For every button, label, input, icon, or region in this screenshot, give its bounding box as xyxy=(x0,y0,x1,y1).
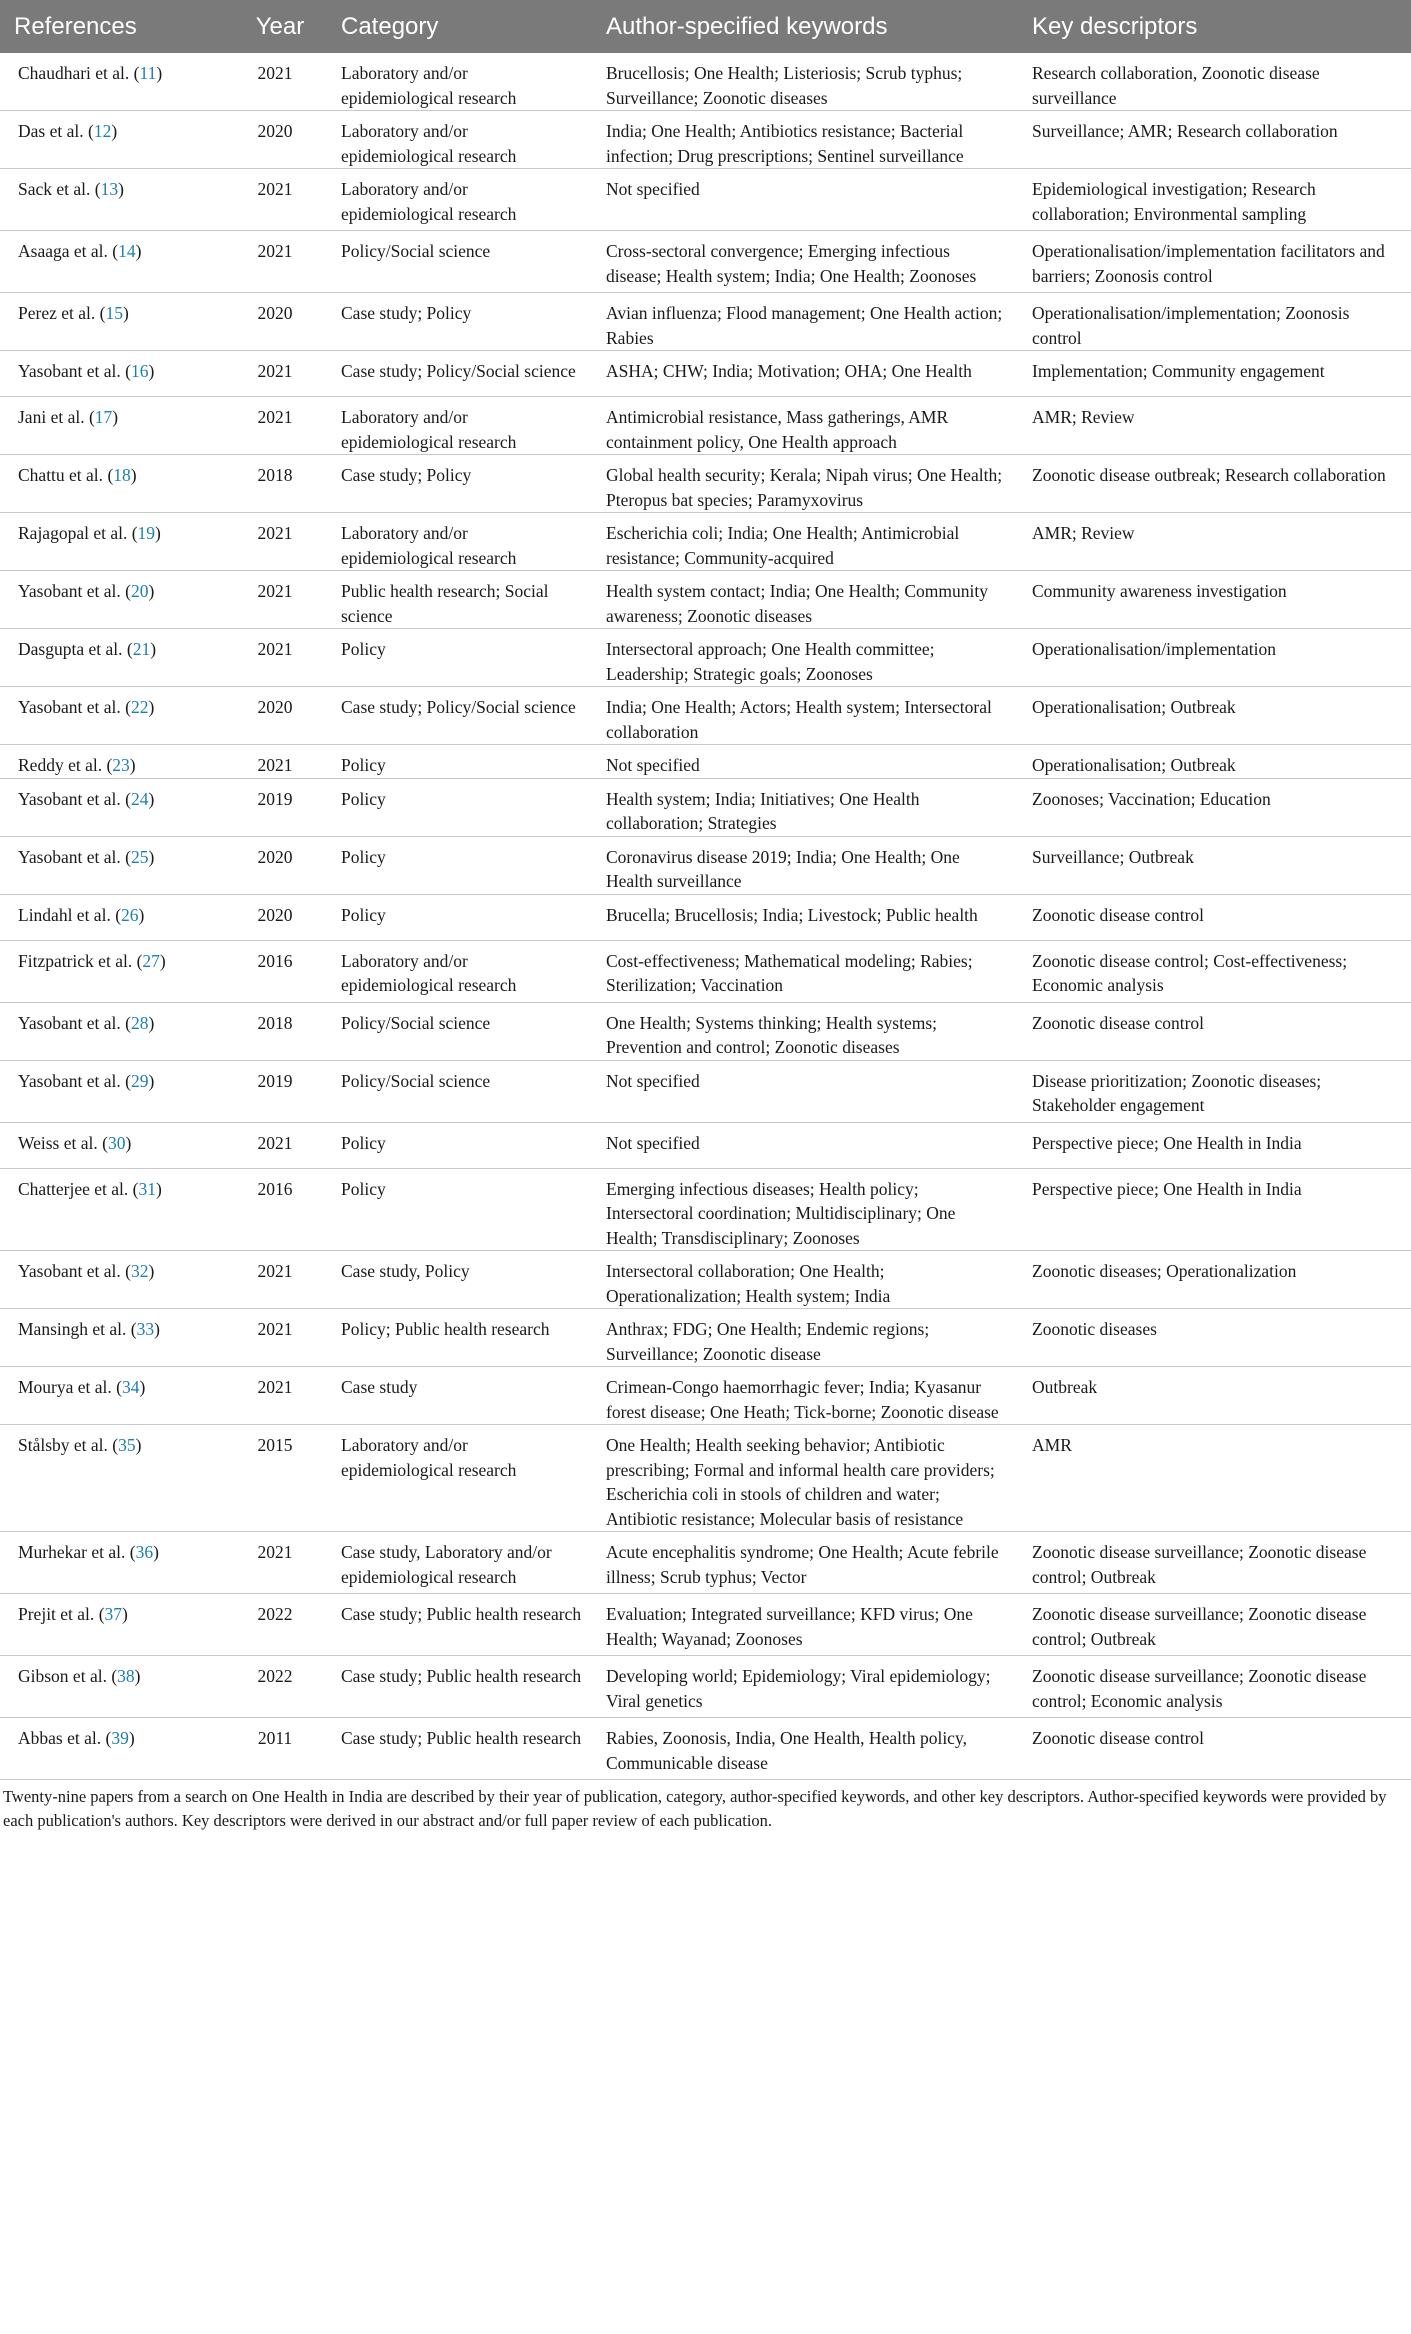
citation-link[interactable]: 32 xyxy=(130,1261,149,1281)
year-cell: 2021 xyxy=(233,397,327,455)
keywords-cell: Not specified xyxy=(592,169,1018,231)
table-row xyxy=(0,351,1411,397)
table-row xyxy=(0,231,1411,293)
keywords-cell: India; One Health; Antibiotics resistance; Bacterial infection; Drug prescriptions; Sentinel surveillance xyxy=(592,111,1018,169)
reference-author: Chaudhari et al. xyxy=(18,63,130,83)
reference-cell: Yasobant et al. (24) xyxy=(0,778,233,836)
reference-author: Prejit et al. xyxy=(18,1604,95,1624)
reference-author: Gibson et al. xyxy=(18,1666,107,1686)
year-cell: 2021 xyxy=(233,169,327,231)
table-row xyxy=(0,1367,1411,1425)
citation-link[interactable]: 22 xyxy=(130,697,149,717)
year-cell: 2021 xyxy=(233,1532,327,1594)
citation-link[interactable]: 27 xyxy=(142,950,160,971)
citation-link[interactable]: 15 xyxy=(105,303,123,323)
reference-cell: Jani et al. (17) xyxy=(0,397,233,455)
reference-author: Rajagopal et al. xyxy=(18,523,128,543)
reference-cell: Sack et al. (13) xyxy=(0,169,233,231)
keywords-cell: Coronavirus disease 2019; India; One Health; One Health surveillance xyxy=(592,836,1018,894)
category-cell: Policy xyxy=(327,778,592,836)
reference-author: Stålsby et al. xyxy=(18,1435,108,1455)
category-cell: Case study; Public health research xyxy=(327,1718,592,1780)
keywords-cell: Not specified xyxy=(592,1060,1018,1122)
citation-link[interactable]: 34 xyxy=(122,1377,140,1397)
year-cell: 2021 xyxy=(233,1309,327,1367)
keywords-cell: One Health; Systems thinking; Health systems; Prevention and control; Zoonotic diseases xyxy=(592,1002,1018,1060)
table-row xyxy=(0,571,1411,629)
reference-cell: Chatterjee et al. (31) xyxy=(0,1168,233,1251)
table-row xyxy=(0,169,1411,231)
keywords-cell: Brucellosis; One Health; Listeriosis; Scrub typhus; Surveillance; Zoonotic diseases xyxy=(592,53,1018,111)
header-year: Year xyxy=(233,0,327,53)
table-row xyxy=(0,894,1411,940)
descriptors-cell: Outbreak xyxy=(1018,1367,1411,1425)
descriptors-cell: Zoonotic disease control; Cost-effectiveness; Economic analysis xyxy=(1018,940,1411,1002)
year-cell: 2018 xyxy=(233,455,327,513)
descriptors-cell: AMR; Review xyxy=(1018,513,1411,571)
reference-cell: Chaudhari et al. (11) xyxy=(0,53,233,111)
reference-author: Perez et al. xyxy=(18,303,96,323)
category-cell: Laboratory and/or epidemiological research xyxy=(327,53,592,111)
reference-author: Lindahl et al. xyxy=(18,904,111,925)
descriptors-cell: Zoonotic disease outbreak; Research collaboration xyxy=(1018,455,1411,513)
descriptors-cell: Perspective piece; One Health in India xyxy=(1018,1168,1411,1251)
keywords-cell: Antimicrobial resistance, Mass gatherings, AMR containment policy, One Health approach xyxy=(592,397,1018,455)
category-cell: Laboratory and/or epidemiological research xyxy=(327,1425,592,1532)
category-cell: Laboratory and/or epidemiological research xyxy=(327,940,592,1002)
descriptors-cell: Zoonotic diseases xyxy=(1018,1309,1411,1367)
category-cell: Laboratory and/or epidemiological research xyxy=(327,513,592,571)
citation-link[interactable]: 35 xyxy=(118,1435,136,1455)
reference-author: Abbas et al. xyxy=(18,1728,102,1748)
table-row xyxy=(0,293,1411,351)
citation-link[interactable]: 17 xyxy=(94,407,113,427)
category-cell: Laboratory and/or epidemiological research xyxy=(327,169,592,231)
keywords-cell: Cost-effectiveness; Mathematical modeling; Rabies; Sterilization; Vaccination xyxy=(592,940,1018,1002)
table-row xyxy=(0,1656,1411,1718)
keywords-cell: Global health security; Kerala; Nipah virus; One Health; Pteropus bat species; Paramyxovirus xyxy=(592,455,1018,513)
keywords-cell: Escherichia coli; India; One Health; Antimicrobial resistance; Community-acquired xyxy=(592,513,1018,571)
reference-cell: Stålsby et al. (35) xyxy=(0,1425,233,1532)
citation-link[interactable]: 20 xyxy=(130,581,149,601)
reference-author: Yasobant et al. xyxy=(18,1012,121,1033)
keywords-cell: Intersectoral approach; One Health committee; Leadership; Strategic goals; Zoonoses xyxy=(592,629,1018,687)
citation-link[interactable]: 36 xyxy=(135,1542,154,1562)
reference-cell: Rajagopal et al. (19) xyxy=(0,513,233,571)
descriptors-cell: Disease prioritization; Zoonotic diseases; Stakeholder engagement xyxy=(1018,1060,1411,1122)
descriptors-cell: Operationalisation; Outbreak xyxy=(1018,745,1411,779)
keywords-cell: Acute encephalitis syndrome; One Health; Acute febrile illness; Scrub typhus; Vector xyxy=(592,1532,1018,1594)
descriptors-cell: Operationalisation/implementation; Zoonosis control xyxy=(1018,293,1411,351)
keywords-cell: Brucella; Brucellosis; India; Livestock; Public health xyxy=(592,894,1018,940)
category-cell: Policy/Social science xyxy=(327,1002,592,1060)
category-cell: Policy xyxy=(327,629,592,687)
citation-link[interactable]: 13 xyxy=(100,179,119,199)
year-cell: 2022 xyxy=(233,1656,327,1718)
category-cell: Policy xyxy=(327,745,592,779)
year-cell: 2020 xyxy=(233,687,327,745)
citation-link[interactable]: 12 xyxy=(93,121,112,141)
reference-cell: Abbas et al. (39) xyxy=(0,1718,233,1780)
category-cell: Laboratory and/or epidemiological research xyxy=(327,111,592,169)
descriptors-cell: Zoonotic disease surveillance; Zoonotic disease control; Outbreak xyxy=(1018,1594,1411,1656)
table-row xyxy=(0,1532,1411,1594)
table-row xyxy=(0,836,1411,894)
reference-author: Yasobant et al. xyxy=(18,697,121,717)
table-row xyxy=(0,1425,1411,1532)
year-cell: 2021 xyxy=(233,1251,327,1309)
keywords-cell: ASHA; CHW; India; Motivation; OHA; One Health xyxy=(592,351,1018,397)
reference-author: Dasgupta et al. xyxy=(18,639,123,659)
table-row xyxy=(0,1122,1411,1168)
citation-link[interactable]: 19 xyxy=(137,523,156,543)
reference-author: Chattu et al. xyxy=(18,465,104,485)
descriptors-cell: AMR; Review xyxy=(1018,397,1411,455)
reference-author: Chatterjee et al. xyxy=(18,1178,129,1199)
reference-cell: Yasobant et al. (32) xyxy=(0,1251,233,1309)
citation-link[interactable]: 39 xyxy=(111,1728,129,1748)
descriptors-cell: Zoonotic disease surveillance; Zoonotic disease control; Economic analysis xyxy=(1018,1656,1411,1718)
reference-author: Mansingh et al. xyxy=(18,1319,127,1339)
year-cell: 2021 xyxy=(233,1367,327,1425)
descriptors-cell: Zoonotic disease control xyxy=(1018,894,1411,940)
table-row xyxy=(0,53,1411,111)
keywords-cell: One Health; Health seeking behavior; Antibiotic prescribing; Formal and informal health care providers; Escherichia coli in stools of children and water; Antibiotic resistance; Molecular basis of resistance xyxy=(592,1425,1018,1532)
reference-cell: Yasobant et al. (20) xyxy=(0,571,233,629)
year-cell: 2018 xyxy=(233,1002,327,1060)
reference-cell: Asaaga et al. (14) xyxy=(0,231,233,293)
citation-link[interactable]: 37 xyxy=(104,1604,123,1624)
reference-cell: Yasobant et al. (16) xyxy=(0,351,233,397)
keywords-cell: Evaluation; Integrated surveillance; KFD virus; One Health; Wayanad; Zoonoses xyxy=(592,1594,1018,1656)
category-cell: Case study; Policy xyxy=(327,455,592,513)
reference-author: Yasobant et al. xyxy=(18,1261,121,1281)
reference-author: Asaaga et al. xyxy=(18,241,108,261)
reference-cell: Gibson et al. (38) xyxy=(0,1656,233,1718)
year-cell: 2021 xyxy=(233,53,327,111)
table-row xyxy=(0,1002,1411,1060)
keywords-cell: Rabies, Zoonosis, India, One Health, Health policy, Communicable disease xyxy=(592,1718,1018,1780)
table-body xyxy=(0,53,1411,1780)
keywords-cell: Developing world; Epidemiology; Viral epidemiology; Viral genetics xyxy=(592,1656,1018,1718)
year-cell: 2016 xyxy=(233,940,327,1002)
citation-link[interactable]: 24 xyxy=(130,788,149,809)
reference-cell: Das et al. (12) xyxy=(0,111,233,169)
category-cell: Public health research; Social science xyxy=(327,571,592,629)
citation-link[interactable]: 26 xyxy=(121,904,139,925)
reference-cell: Weiss et al. (30) xyxy=(0,1122,233,1168)
table-row xyxy=(0,1309,1411,1367)
year-cell: 2021 xyxy=(233,351,327,397)
keywords-cell: Not specified xyxy=(592,1122,1018,1168)
keywords-cell: Crimean-Congo haemorrhagic fever; India; Kyasanur forest disease; One Heath; Tick-borne; Zoonotic disease xyxy=(592,1367,1018,1425)
year-cell: 2022 xyxy=(233,1594,327,1656)
year-cell: 2020 xyxy=(233,111,327,169)
category-cell: Case study, Policy xyxy=(327,1251,592,1309)
keywords-cell: Emerging infectious diseases; Health policy; Intersectoral coordination; Multidisciplinary; One Health; Transdisciplinary; Zoonoses xyxy=(592,1168,1018,1251)
category-cell: Policy/Social science xyxy=(327,1060,592,1122)
reference-author: Yasobant et al. xyxy=(18,361,121,381)
category-cell: Case study; Public health research xyxy=(327,1656,592,1718)
citation-link[interactable]: 25 xyxy=(130,846,149,867)
citation-link[interactable]: 33 xyxy=(136,1319,155,1339)
keywords-cell: Health system; India; Initiatives; One Health collaboration; Strategies xyxy=(592,778,1018,836)
table-header-row xyxy=(0,0,1411,53)
citation-link[interactable]: 11 xyxy=(139,63,157,83)
citation-link[interactable]: 21 xyxy=(132,639,151,659)
reference-cell: Fitzpatrick et al. (27) xyxy=(0,940,233,1002)
citation-link[interactable]: 30 xyxy=(107,1132,126,1153)
category-cell: Laboratory and/or epidemiological research xyxy=(327,397,592,455)
reference-author: Fitzpatrick et al. xyxy=(18,950,133,971)
reference-author: Yasobant et al. xyxy=(18,846,121,867)
table-footnote: Twenty-nine papers from a search on One Health in India are described by their year of publication, category, author-specified keywords, and other key descriptors. Author-specified keywords were provided by each publication's authors. Key descriptors were derived in our abstract and/or full paper review of each publication. xyxy=(3,1787,1387,1830)
category-cell: Policy/Social science xyxy=(327,231,592,293)
year-cell: 2020 xyxy=(233,293,327,351)
year-cell: 2021 xyxy=(233,745,327,779)
descriptors-cell: Epidemiological investigation; Research collaboration; Environmental sampling xyxy=(1018,169,1411,231)
reference-cell: Prejit et al. (37) xyxy=(0,1594,233,1656)
citation-link[interactable]: 14 xyxy=(118,241,136,261)
descriptors-cell: Zoonotic disease control xyxy=(1018,1718,1411,1780)
citation-link[interactable]: 38 xyxy=(117,1666,135,1686)
descriptors-cell: Operationalisation; Outbreak xyxy=(1018,687,1411,745)
descriptors-cell: Community awareness investigation xyxy=(1018,571,1411,629)
year-cell: 2020 xyxy=(233,894,327,940)
category-cell: Case study; Public health research xyxy=(327,1594,592,1656)
year-cell: 2021 xyxy=(233,1122,327,1168)
keywords-cell: India; One Health; Actors; Health system; Intersectoral collaboration xyxy=(592,687,1018,745)
table-row xyxy=(0,687,1411,745)
table-row xyxy=(0,513,1411,571)
category-cell: Policy xyxy=(327,1122,592,1168)
category-cell: Policy xyxy=(327,836,592,894)
reference-cell: Murhekar et al. (36) xyxy=(0,1532,233,1594)
reference-cell: Mansingh et al. (33) xyxy=(0,1309,233,1367)
table-row xyxy=(0,629,1411,687)
year-cell: 2011 xyxy=(233,1718,327,1780)
descriptors-cell: Zoonotic disease surveillance; Zoonotic disease control; Outbreak xyxy=(1018,1532,1411,1594)
reference-cell: Perez et al. (15) xyxy=(0,293,233,351)
category-cell: Case study xyxy=(327,1367,592,1425)
descriptors-cell: Operationalisation/implementation facilitators and barriers; Zoonosis control xyxy=(1018,231,1411,293)
reference-author: Jani et al. xyxy=(18,407,85,427)
citation-link[interactable]: 31 xyxy=(138,1178,156,1199)
table-row xyxy=(0,397,1411,455)
keywords-cell: Cross-sectoral convergence; Emerging infectious disease; Health system; India; One Health; Zoonoses xyxy=(592,231,1018,293)
reference-cell: Chattu et al. (18) xyxy=(0,455,233,513)
table-row xyxy=(0,778,1411,836)
descriptors-cell: Zoonotic disease control xyxy=(1018,1002,1411,1060)
descriptors-cell: Surveillance; AMR; Research collaboration xyxy=(1018,111,1411,169)
citation-link[interactable]: 28 xyxy=(130,1012,149,1033)
table-row xyxy=(0,1168,1411,1251)
reference-author: Sack et al. xyxy=(18,179,91,199)
descriptors-cell: Zoonoses; Vaccination; Education xyxy=(1018,778,1411,836)
year-cell: 2019 xyxy=(233,1060,327,1122)
category-cell: Case study; Policy/Social science xyxy=(327,687,592,745)
year-cell: 2020 xyxy=(233,836,327,894)
year-cell: 2016 xyxy=(233,1168,327,1251)
reference-author: Yasobant et al. xyxy=(18,581,121,601)
table-row xyxy=(0,455,1411,513)
header-references: References xyxy=(0,0,233,53)
header-category: Category xyxy=(327,0,592,53)
table-row xyxy=(0,940,1411,1002)
reference-author: Murhekar et al. xyxy=(18,1542,126,1562)
descriptors-cell: Operationalisation/implementation xyxy=(1018,629,1411,687)
keywords-cell: Not specified xyxy=(592,745,1018,779)
category-cell: Policy; Public health research xyxy=(327,1309,592,1367)
keywords-cell: Intersectoral collaboration; One Health; Operationalization; Health system; India xyxy=(592,1251,1018,1309)
descriptors-cell: Surveillance; Outbreak xyxy=(1018,836,1411,894)
year-cell: 2021 xyxy=(233,513,327,571)
table-row xyxy=(0,1594,1411,1656)
keywords-cell: Health system contact; India; One Health; Community awareness; Zoonotic diseases xyxy=(592,571,1018,629)
reference-cell: Mourya et al. (34) xyxy=(0,1367,233,1425)
reference-cell: Yasobant et al. (22) xyxy=(0,687,233,745)
year-cell: 2021 xyxy=(233,571,327,629)
reference-author: Mourya et al. xyxy=(18,1377,112,1397)
table-row xyxy=(0,1251,1411,1309)
year-cell: 2021 xyxy=(233,231,327,293)
header-keywords: Author-specified keywords xyxy=(592,0,1018,53)
year-cell: 2015 xyxy=(233,1425,327,1532)
citation-link[interactable]: 18 xyxy=(113,465,131,485)
reference-author: Reddy et al. xyxy=(18,755,103,775)
table-row xyxy=(0,745,1411,779)
reference-cell: Yasobant et al. (25) xyxy=(0,836,233,894)
category-cell: Policy xyxy=(327,894,592,940)
year-cell: 2019 xyxy=(233,778,327,836)
descriptors-cell: Implementation; Community engagement xyxy=(1018,351,1411,397)
reference-author: Weiss et al. xyxy=(18,1132,98,1153)
table-row xyxy=(0,1060,1411,1122)
table-row xyxy=(0,1718,1411,1780)
reference-author: Yasobant et al. xyxy=(18,788,121,809)
descriptors-cell: Zoonotic diseases; Operationalization xyxy=(1018,1251,1411,1309)
citation-link[interactable]: 16 xyxy=(130,361,149,381)
descriptors-cell: Research collaboration, Zoonotic disease surveillance xyxy=(1018,53,1411,111)
category-cell: Case study; Policy/Social science xyxy=(327,351,592,397)
reference-cell: Lindahl et al. (26) xyxy=(0,894,233,940)
reference-author: Yasobant et al. xyxy=(18,1070,121,1091)
category-cell: Policy xyxy=(327,1168,592,1251)
citation-link[interactable]: 29 xyxy=(130,1070,149,1091)
reference-cell: Reddy et al. (23) xyxy=(0,745,233,779)
keywords-cell: Avian influenza; Flood management; One Health action; Rabies xyxy=(592,293,1018,351)
header-descriptors: Key descriptors xyxy=(1018,0,1411,53)
citation-link[interactable]: 23 xyxy=(112,755,130,775)
year-cell: 2021 xyxy=(233,629,327,687)
reference-cell: Yasobant et al. (28) xyxy=(0,1002,233,1060)
reference-author: Das et al. xyxy=(18,121,84,141)
reference-cell: Yasobant et al. (29) xyxy=(0,1060,233,1122)
descriptors-cell: Perspective piece; One Health in India xyxy=(1018,1122,1411,1168)
keywords-cell: Anthrax; FDG; One Health; Endemic regions; Surveillance; Zoonotic disease xyxy=(592,1309,1018,1367)
reference-cell: Dasgupta et al. (21) xyxy=(0,629,233,687)
category-cell: Case study; Policy xyxy=(327,293,592,351)
category-cell: Case study, Laboratory and/or epidemiological research xyxy=(327,1532,592,1594)
descriptors-cell: AMR xyxy=(1018,1425,1411,1532)
table-row xyxy=(0,111,1411,169)
